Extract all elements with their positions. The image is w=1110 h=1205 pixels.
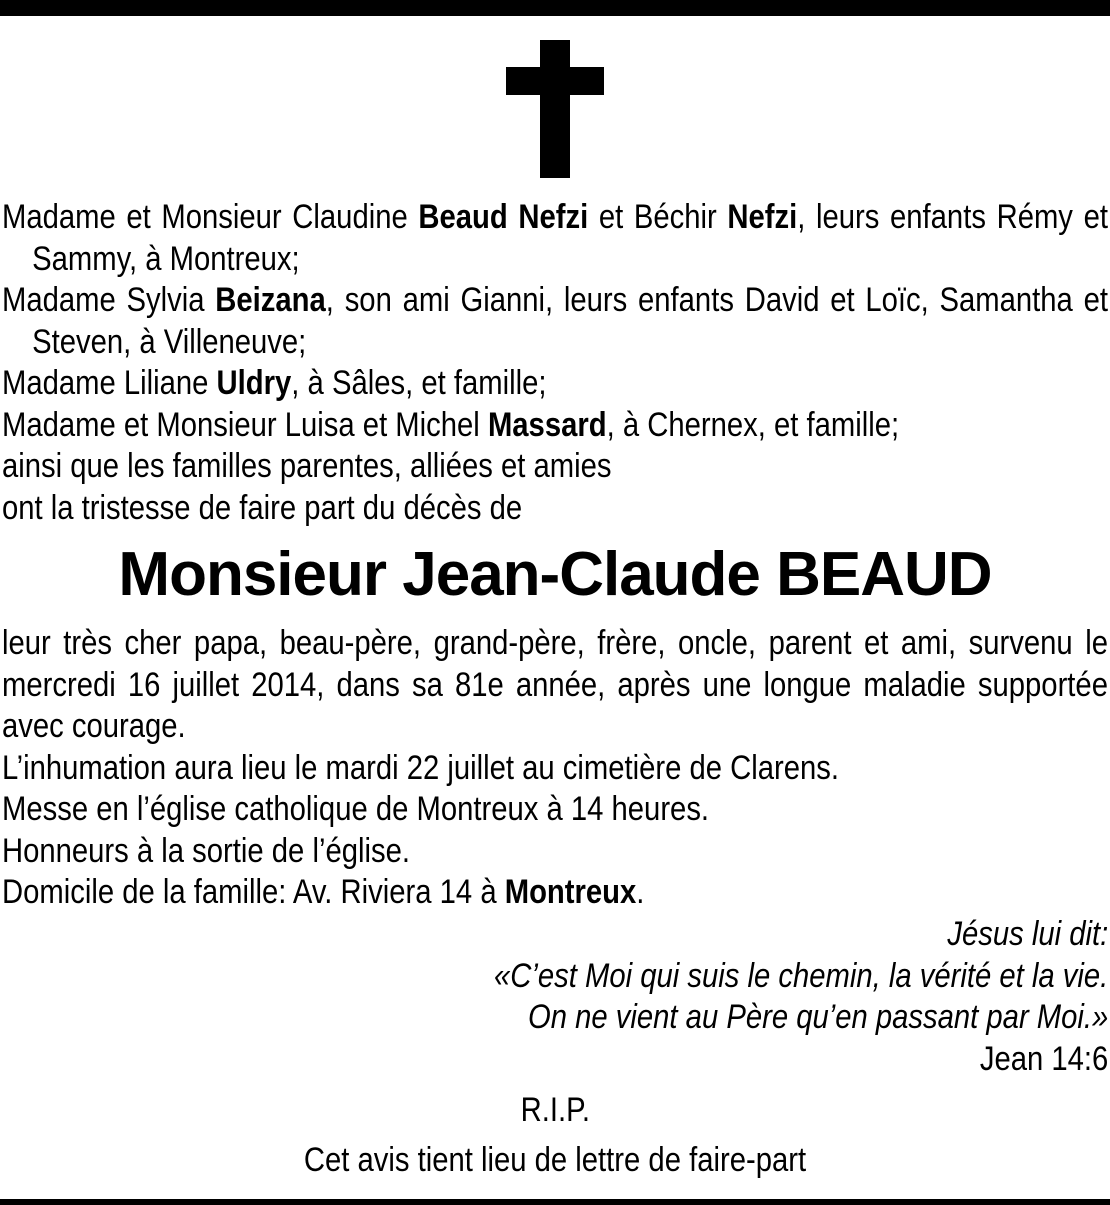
deceased-name: Monsieur Jean-Claude BEAUD xyxy=(118,540,992,609)
details-block xyxy=(2,623,1108,914)
quote-intro: Jésus lui dit: xyxy=(947,915,1108,953)
cross-icon xyxy=(506,40,604,178)
rip-text: R.I.P. xyxy=(520,1091,590,1129)
quote-line: «C’est Moi qui suis le chemin, la vérité et la vie. xyxy=(493,956,1108,995)
domicile-text: Domicile de la famille: Av. Riviera 14 à Montreux. xyxy=(2,873,645,911)
intro-line: ainsi que les familles parentes, alliées et amies xyxy=(2,447,612,485)
description-text: leur très cher papa, beau-père, grand-père, frère, oncle, parent et ami, survenu le mercredi 16 juillet 2014, dans sa 81e année, après une longue maladie supportée avec courage. xyxy=(2,624,1108,745)
family-entry: Madame et Monsieur Claudine Beaud Nefzi et Béchir Nefzi, leurs enfants Rémy et Sammy, à Montreux; xyxy=(2,198,1108,278)
family-entry: Madame Sylvia Beizana, son ami Gianni, leurs enfants David et Loïc, Samantha et Steven, à Villeneuve; xyxy=(2,281,1108,361)
family-entry: Madame Liliane Uldry, à Sâles, et famille; xyxy=(2,364,547,402)
intro-line: ont la tristesse de faire part du décès de xyxy=(2,488,523,527)
quote-reference: Jean 14:6 xyxy=(979,1039,1108,1078)
bible-quote xyxy=(494,914,1108,1080)
mass-text: Messe en l’église catholique de Montreux à 14 heures. xyxy=(2,790,710,828)
honours-text: Honneurs à la sortie de l’église. xyxy=(2,831,410,870)
top-rule xyxy=(0,0,1110,16)
bottom-rule xyxy=(0,1199,1110,1205)
family-list xyxy=(2,197,1108,529)
family-entry: Madame et Monsieur Luisa et Michel Massard, à Chernex, et famille; xyxy=(2,405,900,444)
quote-line: On ne vient au Père qu’en passant par Moi.» xyxy=(527,998,1108,1036)
burial-text: L’inhumation aura lieu le mardi 22 juillet au cimetière de Clarens. xyxy=(2,748,840,787)
footer-note: Cet avis tient lieu de lettre de faire-part xyxy=(303,1141,807,1179)
